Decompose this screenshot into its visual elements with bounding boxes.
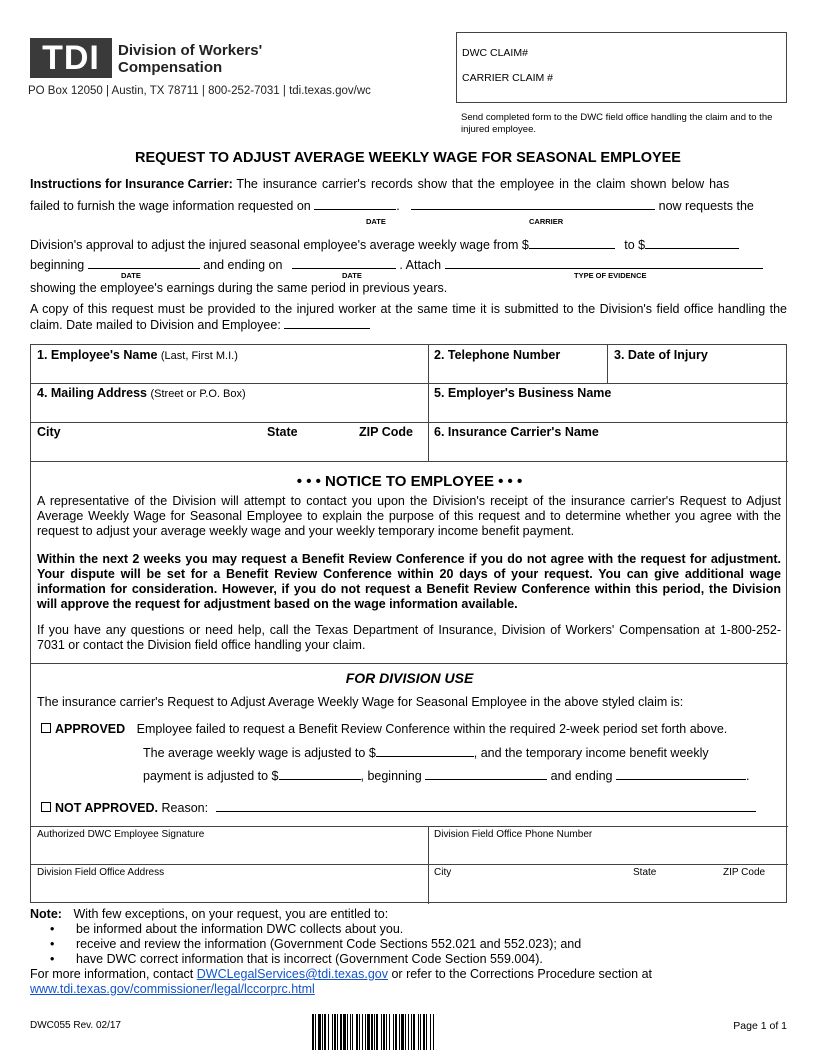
notice-paragraph-2: Within the next 2 weeks you may request a Benefit Review Conference if you do not agree with the request for adjustment. Your dispute will be set for a Benefit Review Conference within 20 days of your request. You can give additional wage information for consideration. However, if you do not request a Benefit Review Conference within this period, the Division will approve the request for adjustment based on the wage information available. bbox=[37, 552, 781, 611]
reason-field[interactable] bbox=[216, 800, 756, 812]
carrier-name-label[interactable]: 6. Insurance Carrier's Name bbox=[434, 425, 599, 439]
mailing-address-label[interactable] bbox=[37, 386, 246, 400]
signature-label[interactable]: Authorized DWC Employee Signature bbox=[37, 829, 205, 840]
office-state-label[interactable]: State bbox=[633, 867, 657, 878]
adjusted-wage-field[interactable] bbox=[376, 745, 474, 757]
carrier-claim-label[interactable]: CARRIER CLAIM # bbox=[462, 72, 554, 84]
wage-from-field[interactable] bbox=[529, 237, 615, 249]
notice-paragraph-1: A representative of the Division will attempt to contact you upon the Division's receipt of the insurance carrier's Request to Adjust Average Weekly Wage for Seasonal Employee to explain the purpose of this request and to determine whether you agree with the request to adjust your average weekly wage and your weekly temporary income benefit payment. bbox=[37, 494, 781, 538]
employee-name-text: 1. Employee's Name bbox=[37, 348, 158, 362]
label-date3: DATE bbox=[342, 271, 362, 280]
division-line2: Compensation bbox=[118, 59, 223, 76]
list-item: • be informed about the information DWC collects about you. bbox=[50, 922, 790, 937]
line3-text-a: Division's approval to adjust the injured seasonal employee's average weekly wage from $ bbox=[30, 238, 529, 252]
approved-text: Employee failed to request a Benefit Review Conference within the required 2-week period set forth above. bbox=[136, 722, 728, 736]
instructions-line1 bbox=[30, 177, 787, 192]
zip-label[interactable]: ZIP Code bbox=[359, 425, 413, 439]
form-id: DWC055 Rev. 02/17 bbox=[30, 1020, 121, 1031]
barcode-bar bbox=[434, 1014, 435, 1050]
notice-heading: • • • NOTICE TO EMPLOYEE • • • bbox=[296, 473, 523, 490]
tdi-logo: TDI bbox=[30, 38, 112, 78]
form-title: REQUEST TO ADJUST AVERAGE WEEKLY WAGE FOR SEASONAL EMPLOYEE bbox=[135, 150, 681, 166]
division-name bbox=[118, 42, 262, 76]
line2-text-b: now requests the bbox=[658, 199, 754, 213]
adjusted-wage-row bbox=[143, 745, 783, 761]
office-phone-label[interactable]: Division Field Office Phone Number bbox=[434, 829, 593, 840]
evidence-type-field[interactable] bbox=[445, 257, 763, 269]
label-carrier: CARRIER bbox=[529, 217, 564, 226]
line4-text-c: Attach bbox=[405, 258, 442, 272]
requested-date-field[interactable] bbox=[314, 198, 396, 210]
claim-details-table bbox=[30, 344, 787, 903]
instructions-text1: The insurance carrier's records show that the employee in the claim shown below has bbox=[236, 177, 730, 191]
division-use-intro: The insurance carrier's Request to Adjust Average Weekly Wage for Seasonal Employee in the above styled claim is: bbox=[37, 695, 684, 709]
payment-end-field[interactable] bbox=[616, 768, 746, 780]
instructions-lead: Instructions for Insurance Carrier: bbox=[30, 177, 233, 191]
date-of-injury-label[interactable]: 3. Date of Injury bbox=[614, 348, 708, 362]
more-info-text-b: or refer to the Corrections Procedure section at bbox=[391, 967, 653, 981]
office-address-label[interactable]: Division Field Office Address bbox=[37, 867, 165, 878]
note-label: Note: bbox=[30, 907, 62, 921]
more-info bbox=[30, 967, 790, 982]
label-date2: DATE bbox=[121, 271, 141, 280]
claim-number-box bbox=[456, 32, 787, 103]
line4-text-b: and ending on bbox=[203, 258, 283, 272]
dwc-claim-label[interactable]: DWC CLAIM# bbox=[462, 47, 528, 59]
telephone-label[interactable]: 2. Telephone Number bbox=[434, 348, 561, 362]
payment-text-c: and ending bbox=[550, 769, 613, 783]
agency-address: PO Box 12050 | Austin, TX 78711 | 800-252-7031 | tdi.texas.gov/wc bbox=[28, 85, 371, 97]
mailing-address-sub: (Street or P.O. Box) bbox=[150, 388, 246, 400]
approved-row bbox=[41, 722, 785, 737]
employee-name-label[interactable] bbox=[37, 348, 238, 362]
label-evidence: TYPE OF EVIDENCE bbox=[574, 271, 647, 280]
list-item: • receive and review the information (Government Code Sections 552.021 and 552.023); and bbox=[50, 937, 790, 952]
instructions-line4: beginning and ending on . Attach bbox=[30, 257, 787, 273]
state-label[interactable]: State bbox=[267, 425, 298, 439]
notice-paragraph-3: If you have any questions or need help, call the Texas Department of Insurance, Division of Workers' Compensation at 1-800-252-7031 or contact the Division field office handling your claim. bbox=[37, 623, 781, 652]
office-zip-label[interactable]: ZIP Code bbox=[723, 867, 766, 878]
office-city-label[interactable]: City bbox=[434, 867, 452, 878]
employee-name-sub: (Last, First M.I.) bbox=[160, 350, 238, 362]
reason-label: Reason: bbox=[161, 801, 209, 815]
barcode bbox=[312, 1014, 530, 1050]
legal-email-link[interactable]: DWCLegalServices@tdi.texas.gov bbox=[196, 967, 388, 981]
privacy-note bbox=[30, 907, 790, 997]
city-label[interactable]: City bbox=[37, 425, 61, 439]
rights-list bbox=[50, 922, 790, 967]
date-mailed-field[interactable] bbox=[284, 317, 370, 329]
payment-text-d: . bbox=[746, 769, 750, 783]
wage-to-field[interactable] bbox=[645, 237, 739, 249]
division-use-heading: FOR DIVISION USE bbox=[345, 670, 474, 686]
adjusted-payment-field[interactable] bbox=[279, 768, 361, 780]
page-number: Page 1 of 1 bbox=[733, 1020, 787, 1032]
list-item: • have DWC correct information that is incorrect (Government Code Section 559.004). bbox=[50, 952, 790, 967]
carrier-field[interactable] bbox=[411, 198, 655, 210]
adjusted-payment-row bbox=[143, 768, 783, 784]
approved-label: APPROVED bbox=[55, 722, 126, 736]
not-approved-row bbox=[41, 800, 785, 816]
payment-text-b: , beginning bbox=[360, 769, 422, 783]
not-approved-checkbox[interactable] bbox=[41, 802, 51, 812]
line4-text-a: beginning bbox=[30, 258, 85, 272]
line3-text-b: to $ bbox=[624, 238, 646, 252]
label-date: DATE bbox=[366, 217, 386, 226]
corrections-url-link[interactable]: www.tdi.texas.gov/commissioner/legal/lccorprc.html bbox=[30, 982, 315, 996]
payment-text-a: payment is adjusted to $ bbox=[143, 769, 279, 783]
mailing-address-text: 4. Mailing Address bbox=[37, 386, 147, 400]
adjusted-text-a: The average weekly wage is adjusted to $ bbox=[143, 746, 376, 760]
line2-text-a: failed to furnish the wage information requested on bbox=[30, 199, 311, 213]
line6-text: A copy of this request must be provided to the injured worker at the same time it is submitted to the Division's field office handling the claim. Date mailed to Division and Employee: bbox=[30, 302, 787, 332]
instructions-line6 bbox=[30, 302, 787, 333]
division-line1: Division of Workers' bbox=[118, 42, 263, 59]
instructions-line5: showing the employee's earnings during the same period in previous years. bbox=[30, 281, 448, 295]
approved-checkbox[interactable] bbox=[41, 723, 51, 733]
payment-begin-field[interactable] bbox=[425, 768, 547, 780]
ending-date-field[interactable] bbox=[292, 257, 396, 269]
send-instruction: Send completed form to the DWC field office handling the claim and to the injured employee. bbox=[461, 112, 773, 135]
more-info-text-a: For more information, contact bbox=[30, 967, 194, 981]
instructions-line2: failed to furnish the wage information requested on . now requests the bbox=[30, 199, 754, 213]
note-intro-text: With few exceptions, on your request, you are entitled to: bbox=[73, 907, 389, 921]
employer-name-label[interactable]: 5. Employer's Business Name bbox=[434, 386, 612, 400]
not-approved-label: NOT APPROVED. bbox=[55, 801, 159, 815]
adjusted-text-b: , and the temporary income benefit weekly bbox=[473, 746, 709, 760]
beginning-date-field[interactable] bbox=[88, 257, 200, 269]
instructions-line3 bbox=[30, 237, 787, 253]
note-intro bbox=[30, 907, 790, 922]
